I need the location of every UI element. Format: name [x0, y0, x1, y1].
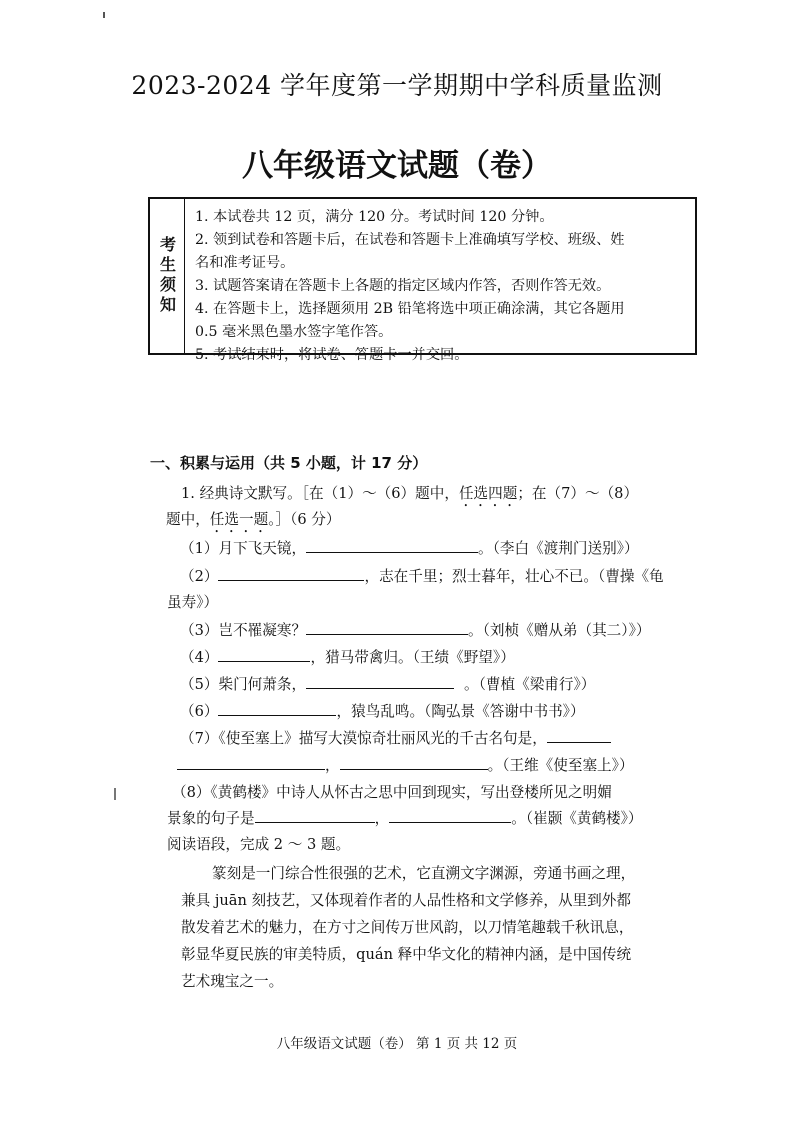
passage-line: 艺术瑰宝之一。 — [181, 973, 284, 990]
candidate-notice-box — [148, 197, 697, 363]
notice-item: 3. 试题答案请在答题卡上各题的指定区域内作答，否则作答无效。 — [195, 278, 611, 294]
passage-line: 兼具 juān 刻技艺，又体现着作者的人品性格和文学修养，从里到外都 — [181, 892, 631, 909]
answer-blank[interactable] — [177, 755, 325, 770]
answer-blank[interactable] — [306, 538, 478, 553]
poem-item-5: （5）柴门何萧条， 。（曹植《梁甫行》） — [180, 676, 596, 693]
question-1-line: 题中，任选一题。］（6 分） — [166, 511, 341, 528]
exam-subtitle: 八年级语文试题（卷） — [242, 148, 552, 184]
poem-item-8: （8）《黄鹤楼》中诗人从怀古之思中回到现实，写出登楼所见之明媚 — [172, 784, 612, 801]
poem-item-2: （2） ，志在千里；烈士暮年，壮心不已。（曹操《龟 — [180, 568, 664, 585]
notice-item: 5. 考试结束时，将试卷、答题卡一并交回。 — [195, 347, 469, 363]
answer-blank[interactable] — [218, 647, 310, 662]
poem-item-3: （3）岂不罹凝寒？ 。（刘桢《赠从弟（其二）》） — [180, 622, 651, 639]
answer-blank[interactable] — [218, 566, 364, 581]
answer-blank[interactable] — [306, 674, 454, 689]
answer-blank[interactable] — [255, 808, 375, 823]
notice-item: 4. 在答题卡上，选择题须用 2B 铅笔将选中项正确涂满，其它各题用 — [195, 301, 625, 317]
poem-item-7-cont: ， 。（王维《使至塞上》） — [177, 754, 634, 775]
poem-item-8-cont: 景象的句子是 ， 。（崔颢《黄鹤楼》） — [167, 810, 643, 827]
passage-line: 篆刻是一门综合性很强的艺术，它直溯文字渊源，旁通书画之理， — [212, 865, 636, 882]
exam-title: 2023-2024 学年度第一学期期中学科质量监测 — [131, 71, 663, 100]
notice-label: 考生须知 — [150, 199, 185, 353]
poem-item-1: （1）月下飞天镜， 。（李白《渡荆门送别》） — [180, 540, 639, 557]
passage-line: 散发着艺术的魅力，在方寸之间传万世风韵，以刀情笔趣载千秋讯息， — [181, 919, 634, 936]
reading-intro: 阅读语段，完成 2 ～ 3 题。 — [167, 836, 351, 853]
poem-item-7: （7）《使至塞上》描写大漠惊奇壮丽风光的千古名句是， — [180, 727, 611, 748]
question-1-line: 1. 经典诗文默写。［在（1）～（6）题中，任选四题；在（7）～（8） — [181, 485, 639, 502]
notice-item: 1. 本试卷共 12 页，满分 120 分。考试时间 120 分钟。 — [195, 209, 554, 225]
emphasis-dots: 任选四题 — [458, 485, 518, 502]
answer-blank[interactable] — [389, 808, 511, 823]
section-heading: 一、积累与运用（共 5 小题，计 17 分） — [150, 454, 428, 472]
poem-item-4: （4） ，猎马带禽归。（王绩《野望》） — [180, 649, 515, 666]
notice-item: 2. 领到试卷和答题卡后，在试卷和答题卡上准确填写学校、班级、姓 — [195, 232, 625, 248]
passage-line: 彰显华夏民族的审美特质，quán 释中华文化的精神内涵，是中国传统 — [181, 946, 632, 963]
answer-blank[interactable] — [218, 701, 336, 716]
poem-item-6: （6） ，猿鸟乱鸣。（陶弘景《答谢中书书》） — [180, 703, 585, 720]
answer-blank[interactable] — [306, 620, 468, 635]
answer-blank[interactable] — [340, 755, 488, 770]
scan-mark — [103, 12, 105, 18]
notice-item: 0.5 毫米黑色墨水签字笔作答。 — [195, 324, 393, 340]
scan-mark — [114, 788, 116, 800]
answer-blank[interactable] — [547, 728, 611, 743]
notice-items — [185, 199, 633, 363]
notice-item: 名和准考证号。 — [195, 255, 295, 271]
poem-item-2-cont: 虽寿》） — [167, 594, 219, 611]
page-footer: 八年级语文试题（卷） 第 1 页 共 12 页 — [276, 1036, 518, 1052]
